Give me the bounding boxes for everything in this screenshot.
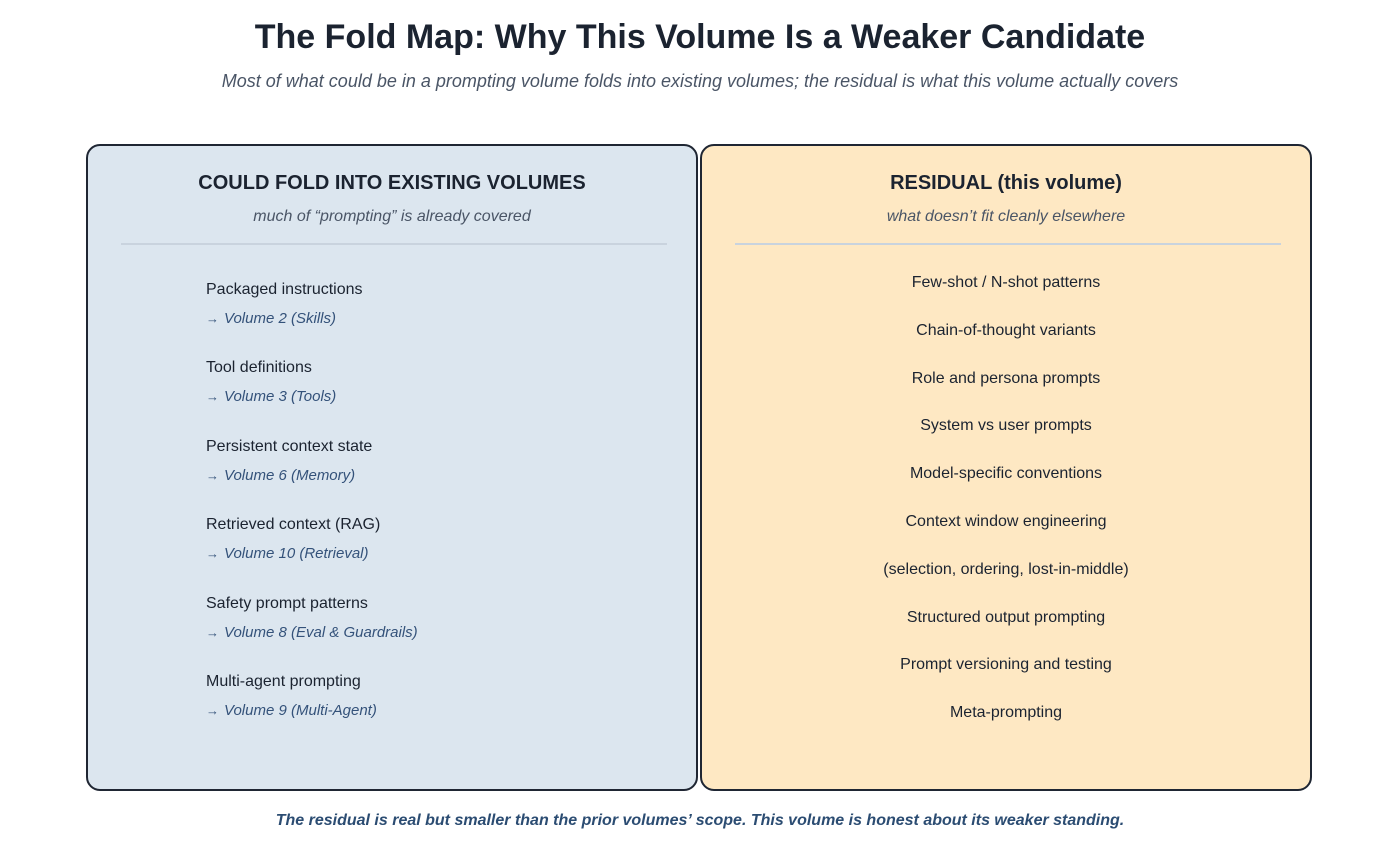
- fold-panel: [86, 144, 698, 791]
- fold-item-volume: Volume 9 (Multi-Agent): [224, 701, 377, 719]
- arrow-right-icon: →: [206, 624, 219, 640]
- residual-item: Few-shot / N-shot patterns: [911, 274, 1101, 291]
- fold-item-label: Retrieved context (RAG): [206, 516, 381, 534]
- fold-list: [206, 280, 418, 750]
- footer-note: The residual is real but smaller than the prior volumes’ scope. This volume is honest about its weaker standing.: [275, 812, 1125, 829]
- residual-item: Model-specific conventions: [909, 465, 1103, 483]
- fold-item: [206, 594, 418, 672]
- fold-item-label: Tool definitions: [206, 359, 312, 377]
- page-subtitle: Most of what could be in a prompting volume folds into existing volumes; the residual is what this volume actually covers: [221, 71, 1179, 91]
- fold-item-target: [206, 544, 418, 564]
- residual-panel: [700, 144, 1312, 791]
- fold-panel-divider: [121, 243, 667, 245]
- residual-panel-title: RESIDUAL (this volume): [890, 172, 1122, 194]
- fold-panel-title: COULD FOLD INTO EXISTING VOLUMES: [198, 172, 586, 194]
- fold-item: [206, 437, 418, 515]
- residual-item: Structured output prompting: [906, 608, 1106, 626]
- fold-item-target: [206, 466, 418, 486]
- fold-item-label: Safety prompt patterns: [206, 594, 368, 612]
- fold-item-volume: Volume 2 (Skills): [224, 310, 336, 327]
- residual-panel-divider: [735, 243, 1281, 245]
- residual-item: Role and persona prompts: [911, 369, 1101, 387]
- fold-panel-subtitle: much of “prompting” is already covered: [253, 208, 531, 225]
- residual-item: Prompt versioning and testing: [900, 656, 1112, 674]
- fold-item-label: Multi-agent prompting: [206, 672, 361, 690]
- fold-item: [206, 358, 418, 436]
- fold-item-target: [206, 387, 418, 407]
- fold-item-label: Persistent context state: [206, 437, 373, 455]
- fold-item-volume: Volume 3 (Tools): [224, 388, 337, 406]
- fold-item-volume: Volume 6 (Memory): [224, 466, 356, 484]
- arrow-right-icon: →: [206, 546, 219, 562]
- arrow-right-icon: →: [206, 702, 219, 718]
- fold-item-volume: Volume 8 (Eval & Guardrails): [224, 623, 418, 641]
- residual-item: (selection, ordering, lost-in-middle): [883, 560, 1129, 578]
- fold-item-target: [206, 623, 418, 643]
- arrow-right-icon: →: [206, 311, 219, 326]
- fold-item-target: [206, 309, 418, 329]
- fold-item: [206, 280, 418, 358]
- fold-item-volume: Volume 10 (Retrieval): [224, 545, 369, 563]
- residual-item: System vs user prompts: [920, 417, 1092, 435]
- fold-item-label: Packaged instructions: [206, 281, 363, 298]
- fold-item: [206, 515, 418, 593]
- residual-list: [702, 273, 1310, 751]
- arrow-right-icon: →: [206, 467, 219, 483]
- fold-item-target: [206, 701, 418, 721]
- page-title: The Fold Map: Why This Volume Is a Weaker Candidate: [254, 18, 1146, 56]
- residual-item: Meta-prompting: [949, 704, 1063, 722]
- residual-item: Chain-of-thought variants: [916, 321, 1096, 339]
- arrow-right-icon: →: [206, 389, 219, 405]
- residual-panel-subtitle: what doesn’t fit cleanly elsewhere: [886, 208, 1126, 225]
- residual-item: Context window engineering: [905, 512, 1107, 530]
- fold-item: [206, 672, 418, 750]
